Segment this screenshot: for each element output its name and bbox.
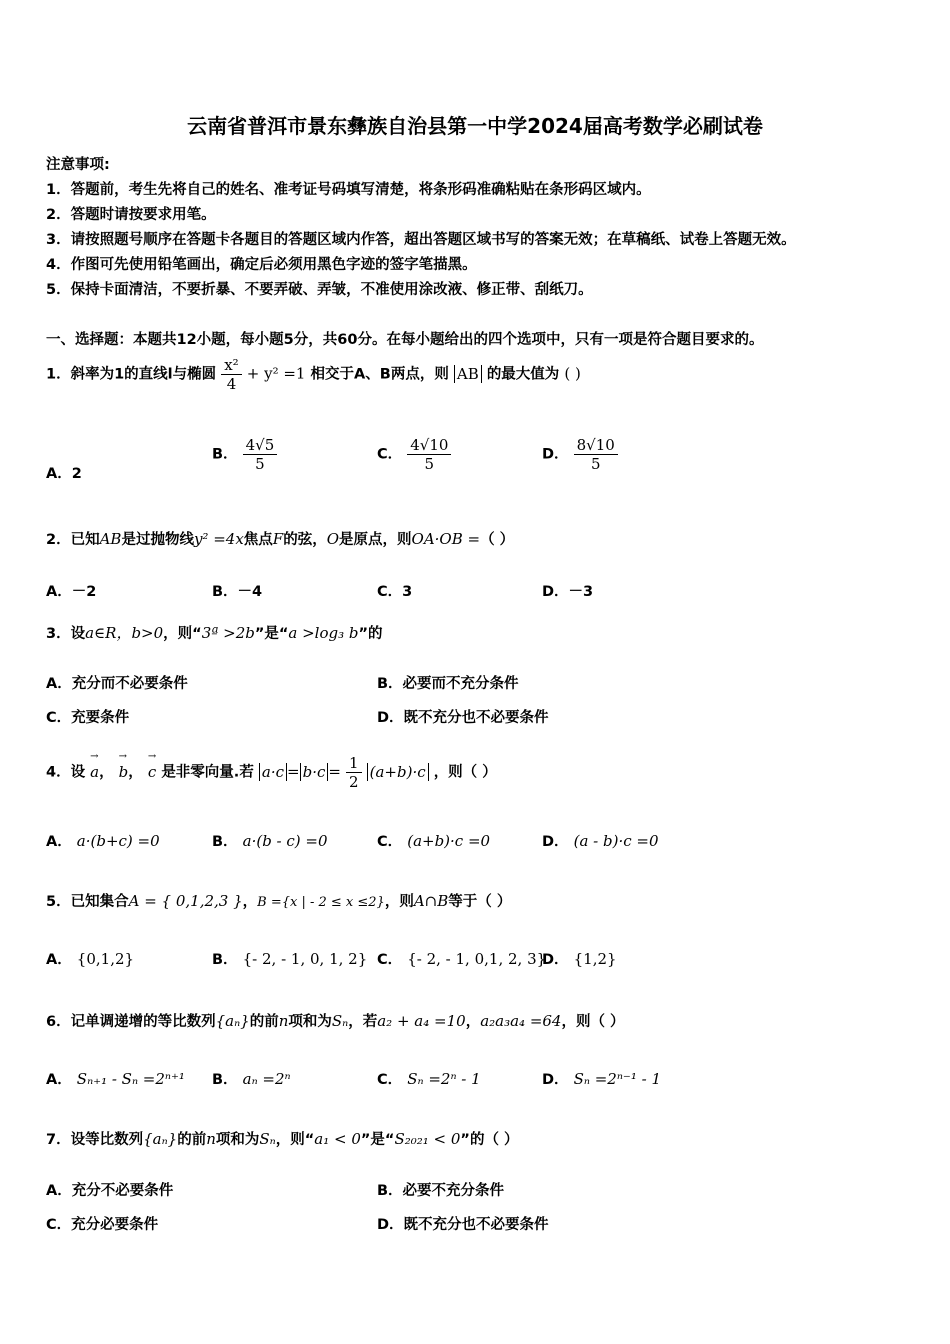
q4-text: 是非零向量.若 [161, 764, 254, 781]
q1-option-b [212, 436, 277, 473]
q2-text: 焦点 [243, 532, 273, 548]
notice-item: 5．保持卡面清洁，不要折暴、不要弄破、弄皱，不准使用涂改液、修正带、刮纸刀。 [46, 282, 593, 298]
fraction-denominator: 5 [424, 455, 435, 473]
q2-dot-product: OA·OB = [411, 530, 481, 548]
q4-option-c [377, 830, 490, 851]
option-math: {- 2, - 1, 0, 1, 2} [242, 950, 368, 968]
q2-text: 2．已知 [46, 532, 100, 548]
question-4: 4．设 → a， → b， → c 是非零向量.若 a·c = b·c = $\frac{1}{2}$ (a+b)·c ，则（ ） [46, 754, 497, 791]
option-label: A． [46, 834, 72, 850]
q3-math: a∈R [85, 624, 117, 642]
q2-option-d: D．－3 [542, 584, 594, 600]
q4-abs: b·c [300, 763, 329, 781]
q6-text: ，若 [348, 1014, 378, 1030]
fraction-denominator: 5 [590, 455, 601, 473]
vector-b: → b [119, 763, 129, 781]
notice-item: 4．作图可先使用铅笔画出，确定后必须用黑色字迹的签字笔描黑。 [46, 257, 477, 273]
question-6 [46, 1010, 625, 1031]
fraction-numerator: 1 [346, 754, 362, 773]
option-label: A． [46, 1072, 72, 1088]
q6-math: n [278, 1012, 289, 1030]
q7-option-b: B．必要不充分条件 [377, 1183, 505, 1199]
option-label: B． [212, 952, 238, 968]
option-fraction [407, 436, 451, 473]
q2-text: 是原点，则 [339, 532, 412, 548]
q4-option-a [46, 830, 160, 851]
q2-option-c: C．3 [377, 584, 413, 600]
q6-math: {aₙ} [215, 1012, 250, 1030]
q6-math: a₂a₃a₄ =64 [480, 1012, 562, 1030]
notice-item: 1．答题前，考生先将自己的姓名、准考证号码填写清楚，将条形码准确粘贴在条形码区域内。 [46, 182, 651, 198]
fraction-numerator: 4√5 [243, 436, 278, 455]
q6-text: ， [465, 1014, 481, 1030]
q5-set-b: B ={x | - 2 ≤ x ≤2} [257, 895, 385, 910]
q4-math: = [328, 762, 341, 781]
answer-paren: （ ） [480, 532, 515, 548]
q6-math: a₂ + a₄ =10 [377, 1012, 466, 1030]
q3-option-b: B．必要而不充分条件 [377, 676, 519, 692]
question-3 [46, 622, 383, 643]
option-label: D． [542, 1072, 569, 1088]
notice-item: 3．请按照题号顺序在答题卡各题目的答题区域内作答，超出答题区域书写的答案无效；在草稿纸、试卷上答题无效。 [46, 232, 796, 248]
option-math: Sₙ =2ⁿ⁻¹ - 1 [573, 1070, 662, 1088]
q6-option-a [46, 1068, 185, 1089]
page-title: 云南省普洱市景东彝族自治县第一中学2024届高考数学必刷试卷 [187, 114, 763, 138]
option-label: D． [542, 446, 569, 463]
q2-option-a: A．－2 [46, 584, 97, 600]
option-math: a·(b+c) =0 [76, 832, 160, 850]
q7-option-a: A．充分不必要条件 [46, 1183, 174, 1199]
option-math: Sₙ₊₁ - Sₙ =2ⁿ⁺¹ [76, 1070, 185, 1088]
q1-ellipse-fraction [221, 356, 241, 393]
fraction-denominator: 4 [226, 375, 237, 393]
q5-text: ，则 [384, 894, 414, 910]
option-label: C． [377, 446, 403, 463]
q3-text: ，则“ [163, 626, 202, 642]
q5-text: 5．已知集合 [46, 894, 129, 910]
option-math: (a - b)·c =0 [573, 832, 659, 850]
option-label: C． [377, 952, 403, 968]
q1-option-a: A．2 [46, 466, 82, 482]
q5-text: 等于（ ） [448, 894, 512, 910]
q7-math: Sₙ [259, 1130, 276, 1148]
option-label: C． [377, 834, 403, 850]
q3-math: ，b>0 [116, 624, 164, 642]
q6-math: Sₙ [331, 1012, 349, 1030]
q7-math: n [206, 1130, 216, 1148]
q3-math: a >log₃ b [288, 624, 359, 642]
option-label: C． [377, 1072, 403, 1088]
q3-text: ”是“ [254, 626, 289, 642]
option-math: a·(b - c) =0 [242, 832, 328, 850]
question-5 [46, 890, 511, 911]
q2-math: F [272, 530, 284, 548]
q1-option-c [377, 436, 451, 473]
q5-text: ， [242, 894, 258, 910]
q7-text: 项和为 [215, 1132, 260, 1148]
q7-math: S₂₀₂₁ < 0 [394, 1130, 461, 1148]
q2-text: 是过抛物线 [121, 532, 194, 548]
option-label: B． [212, 834, 238, 850]
fraction-denominator: 5 [255, 455, 265, 473]
q1-ab-abs: AB [454, 365, 482, 383]
q1-text: 的最大值为 [486, 366, 560, 383]
q6-text: ，则（ ） [561, 1014, 625, 1030]
q6-text: 的前 [249, 1014, 279, 1030]
q5-option-b [212, 948, 367, 969]
section-heading: 一、选择题：本题共12小题，每小题5分，共60分。在每小题给出的四个选项中，只有一项是符合题目要求的。 [46, 332, 764, 348]
question-7 [46, 1128, 519, 1149]
q6-option-b [212, 1068, 291, 1089]
q5-option-a [46, 948, 134, 969]
q6-option-c [377, 1068, 481, 1089]
q7-text: ”的（ ） [460, 1132, 519, 1148]
answer-paren: ( ) [564, 364, 581, 383]
option-math: {1,2} [573, 950, 617, 968]
q4-math: = [287, 762, 300, 781]
q3-option-a: A．充分而不必要条件 [46, 676, 188, 692]
option-label: B． [212, 446, 238, 463]
q5-option-c [377, 948, 546, 969]
q7-option-d: D．既不充分也不必要条件 [377, 1217, 549, 1233]
vector-a: → a [90, 763, 99, 781]
q4-abs: (a+b)·c [367, 763, 429, 781]
q5-option-d [542, 948, 617, 969]
q7-math: {aₙ} [143, 1130, 178, 1148]
q4-abs: a·c [259, 763, 287, 781]
q6-option-d [542, 1068, 661, 1089]
q7-math: a₁ < 0 [314, 1130, 361, 1148]
fraction-numerator: 8√10 [574, 436, 618, 455]
option-label: A． [46, 952, 72, 968]
q4-half [346, 754, 362, 791]
q4-option-b [212, 830, 328, 851]
q2-parabola: y² =4x [193, 530, 244, 548]
q7-text: ”是“ [360, 1132, 395, 1148]
q5-math: A∩B [413, 892, 449, 910]
q7-option-c: C．充分必要条件 [46, 1217, 159, 1233]
option-math: (a+b)·c =0 [407, 832, 491, 850]
option-math: Sₙ =2ⁿ - 1 [407, 1070, 481, 1088]
option-math: {0,1,2} [76, 950, 135, 968]
vector-c: → c [148, 763, 156, 781]
q6-text: 6．记单调递增的等比数列 [46, 1014, 216, 1030]
notice-item: 2．答题时请按要求用笔。 [46, 207, 216, 223]
q6-text: 项和为 [288, 1014, 332, 1030]
q2-math: O [326, 530, 340, 548]
q3-text: ”的 [358, 626, 383, 642]
q2-text: 的弦， [283, 532, 327, 548]
q4-text: 4．设 [46, 764, 86, 781]
option-label: D． [542, 952, 569, 968]
question-2 [46, 528, 514, 549]
q3-text: 3．设 [46, 626, 86, 642]
q1-text: 相交于A、B两点，则 [310, 366, 449, 383]
fraction-numerator: x² [221, 356, 241, 375]
fraction-numerator: 4√10 [407, 436, 451, 455]
notice-heading: 注意事项: [46, 157, 110, 173]
q3-option-d: D．既不充分也不必要条件 [377, 710, 549, 726]
q7-text: 7．设等比数列 [46, 1132, 144, 1148]
option-label: D． [542, 834, 569, 850]
option-math: aₙ =2ⁿ [242, 1070, 291, 1088]
option-math: {- 2, - 1, 0,1, 2, 3} [407, 950, 547, 968]
option-fraction [243, 436, 278, 473]
q4-text: ，则（ ） [433, 764, 497, 781]
q1-option-d [542, 436, 618, 473]
q2-option-b: B．－4 [212, 584, 263, 600]
q3-option-c: C．充要条件 [46, 710, 130, 726]
q4-option-d [542, 830, 659, 851]
q1-ellipse-rest: + y² =1 [246, 364, 306, 383]
option-label: B． [212, 1072, 238, 1088]
q5-set-a: A = { 0,1,2,3 } [128, 892, 243, 910]
fraction-denominator: 2 [349, 773, 359, 791]
q1-text: 1．斜率为1的直线l与椭圆 [46, 366, 217, 383]
q7-text: ，则“ [275, 1132, 315, 1148]
q3-math: 3ª >2b [201, 624, 255, 642]
q7-text: 的前 [177, 1132, 207, 1148]
option-fraction [574, 436, 618, 473]
q2-math: AB [99, 530, 122, 548]
question-1 [46, 356, 581, 393]
